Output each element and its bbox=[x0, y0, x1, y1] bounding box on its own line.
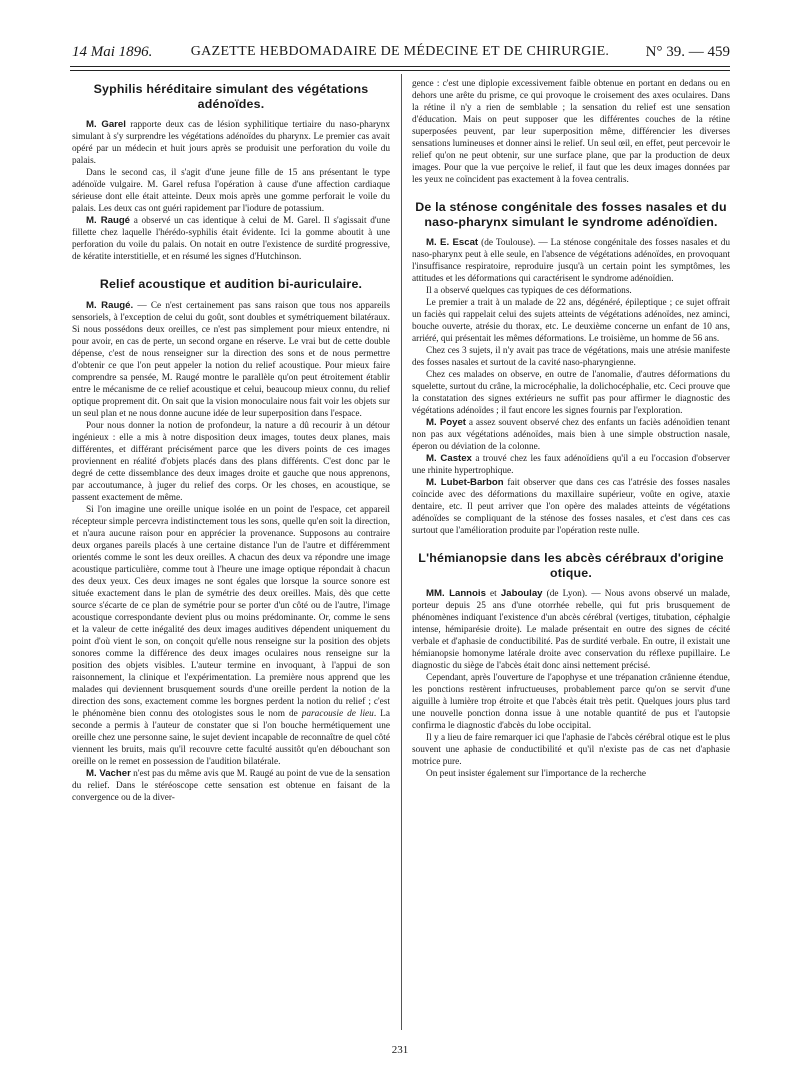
speaker-name: Jaboulay bbox=[500, 588, 543, 599]
issue-date: 14 Mai 1896. bbox=[72, 44, 153, 60]
paragraph-text: Si l'on imagine une oreille unique isolée en un point de l'espace, cet appareil récepteur simple percevra indistinctement tous les sons, quelle qu'en soit la direction, et n'aura aucune raison pour en apprécier la provenance. Supposons au contraire deux organes pareils placés à une certaine distance l'un de l'autre et différemment orientés comme le sont les deux oreilles. A chacun des deux va répondre une image acoustique particulière, comme tout à l'heure une image optique répondait à chacun des deux yeux. Ces deux images ne sont égales que lorsque la source sonore est située exactement dans le plan de symétrie des deux oreilles. Mais, dès que cette source s'écarte de ce plan de symétrie pour se porter d'un côté ou de l'autre, l'image acoustique correspondante devient plus ou moins prédominante. Or, comme le sens et la valeur de cette inégalité des deux images auditives dépendent uniquement du point d'où vient le son, on conçoit qu'elle nous renseigne sur la position des objets sonores comme la différence des deux images oculaires nous renseigne sur la position des objets visibles. L'auteur termine en invoquant, à l'appui de son raisonnement, la clinique et l'expérimentation. La première nous apprend que les malades qui deviennent brusquement sourds d'une oreille perdent la notion de la direction des sons, exactement comme les borgnes perdent la notion du relief ; c'est le phénomène bien connu des otologistes sous le nom de bbox=[72, 504, 390, 719]
speaker-name: M. Vacher bbox=[86, 767, 131, 779]
speaker-name: M. Poyet bbox=[426, 417, 467, 428]
paragraph-text: (de Toulouse). — La sténose congénitale des fosses nasales et du naso-pharynx peut à elle seule, en l'absence de végétations adénoïdes, en provoquant l'insuffisance respiratoire, reproduire jusqu'à un certain point les symptômes, les attitudes et les déformations qui caractérisent le syndrome adénoïdien. bbox=[412, 238, 730, 284]
paragraph bbox=[72, 300, 390, 420]
paragraph bbox=[412, 237, 730, 285]
paragraph bbox=[412, 477, 730, 537]
speaker-name: M. Garel bbox=[86, 119, 126, 130]
paragraph-text: a assez souvent observé chez des enfants un faciès adénoïdien tenant non pas aux végétations adénoïdes, mais bien à une simple obstruction nasale, éperon ou déviation de la colonne. bbox=[412, 418, 731, 452]
speaker-name: M. Raugé bbox=[86, 215, 131, 226]
italic-term: paracousie de lieu bbox=[301, 708, 374, 719]
paragraph: Le premier a trait à un malade de 22 ans, dégénéré, épileptique ; ce sujet offrait un faciès qui rappelait celui des sujets atteints de végétations adénoïdes, nez aminci, bouche ouverte, atrésie du thorax, etc. Le deuxième concerne un enfant de 10 ans, arriéré, qui présentait les mêmes déformations. Le troisième, un homme de 56 ans. bbox=[412, 298, 730, 344]
paragraph bbox=[412, 417, 730, 453]
paragraph-text: rapporte deux cas de lésion syphilitique tertiaire du naso-pharynx simulant à s'y surprendre les végétations adénoïdes du pharynx. Le premier cas avait opéré par un médecin et huit jours après se produisit une perforation du voile du palais. bbox=[72, 120, 390, 166]
paragraph: Pour nous donner la notion de profondeur, la nature a dû recourir à un détour ingénieux : elle a mis à notre disposition deux images, toutes deux planes, mais différentes, et différant précisément parce que les divers points de ces images proviennent en réalité d'objets placés dans des plans différents. C'est donc par le degré de cette dissemblance des deux images droite et gauche que nous apprenons, par accoutumance, à juger du relief des corps. Or les choses, en acoustique, se passent exactement de même. bbox=[72, 420, 390, 503]
journal-title: GAZETTE HEBDOMADAIRE DE MÉDECINE ET DE CHIRURGIE. bbox=[190, 44, 610, 59]
paragraph bbox=[412, 588, 730, 672]
paragraph-text: (de Lyon). — Nous avons observé un malade, porteur depuis 25 ans d'une otorrhée rebelle, qui fut pris brusquement de phénomènes indiquant l'existence d'un abcès cérébral (vertiges, titubation, céphalgie intense, hémiparésie droite). Le malade présentait en outre des signes de cécité verbale et d'aphasie de conductibilité. Pas de surdité verbale. En outre, il existait une hémianopsie homonyme latérale droite avec conservation du réflexe pupillaire. Le diagnostic du siège de l'abcès était donc ainsi nettement précisé. bbox=[412, 589, 730, 671]
speaker-name: M. Raugé. bbox=[86, 299, 134, 311]
issue-number-page: N° 39. — 459 bbox=[645, 44, 730, 60]
paragraph-continued: gence : c'est une diplopie excessivement faible obtenue en portant en dedans ou en dehors une arête du prisme, ce qui provoque le croisement des axes oculaires. Dans la rétine il n'y a rien de semblable ; la sensation du relief est une sensation d'éducation. Mais on peut supposer que les différentes couches de la rétine superposées peuvent, par leur superposition même, différencier les diverses sensations lumineuses et donner ainsi le relief. Un seul œil, en effet, peut percevoir le relief qu'on ne peut obtenir, sur une surface plane, que par la production de deux images. Pour que la vue perçoive le relief, il faut que les deux images données par les yeux ne coïncident pas exactement à la fovea centralis. bbox=[412, 79, 730, 185]
paragraph-text: a trouvé chez les faux adénoïdiens qu'il a eu l'occasion d'observer une rhinite hypertrophique. bbox=[412, 454, 730, 476]
paragraph bbox=[72, 768, 390, 804]
paragraph-text: fait observer que dans ces cas l'atrésie des fosses nasales coïncide avec des déformations du maxillaire supérieur, voûte en ogive, ataxie dentaire, etc. Il peut arriver que l'on opère des malades atteints de végétations adénoïdes se compliquant de la sténose des fosses nasales, et c'est dans ces cas surtout que l'amélioration produite par l'opération reste nulle. bbox=[412, 478, 730, 536]
section-gap bbox=[412, 186, 730, 194]
paragraph-text: — Ce n'est certainement pas sans raison que tous nos appareils sensoriels, à l'exception de celui du goût, sont doubles et symétriquement bilatéraux. Si nous possédons deux oreilles, ce n'est pas simplement pour mieux entendre, ni pour avoir, en cas de perte, un second organe en réserve. Le vrai but de cette double dépense, c'est de nous renseigner sur la direction des sons et de nous permettre d'obtenir ce que l'on peut appeler la notion du relief acoustique. Pour mieux faire comprendre sa pensée, M. Raugé montre le parallèle qu'on peut étroitement établir entre le mécanisme de ce relief acoustique et celui, beaucoup mieux connu, du relief optique proprement dit. On sait que la vision monoculaire nous fait voir les objets sur un seul plan et ne nous donne aucune idée de leur superposition dans l'espace. bbox=[72, 300, 390, 419]
running-header bbox=[70, 40, 730, 66]
paragraph: Dans le second cas, il s'agit d'une jeune fille de 15 ans présentant le type adénoïde vulgaire. M. Garel refusa l'opération à cause d'une affection cardiaque sérieuse dont elle était atteinte. Deux mois après une gomme perforait le voile du palais. Les deux cas ont guéri rapidement par l'iodure de potassium. bbox=[72, 168, 390, 214]
paragraph-text: et bbox=[485, 589, 501, 599]
paragraph bbox=[72, 119, 390, 167]
column-divider bbox=[401, 74, 402, 1030]
paragraph bbox=[72, 215, 390, 263]
section-gap bbox=[412, 537, 730, 545]
speaker-name: M. E. Escat bbox=[426, 237, 479, 248]
paragraph-text: a observé un cas identique à celui de M. Garel. Il s'agissait d'une fillette chez laquelle l'hérédo-syphilis était évidente. Ici la gomme aboutit à une perforation du voile du palais. On notait en outre l'existence de surdité progressive, de kératite interstitielle, et en résumé les signes d'Hutchinson. bbox=[72, 216, 390, 262]
paragraph: Cependant, après l'ouverture de l'apophyse et une trépanation crânienne étendue, les ponctions restèrent infructueuses, probablement parce qu'on se servit d'une aiguille à lumière trop étroite et que l'abcès était très petit. Quelques jours plus tard une nouvelle ponction donna issue à une notable quantité de pus et l'autopsie confirma le diagnostic d'abcès du lobe occipital. bbox=[412, 673, 730, 731]
section-title-relief: Relief acoustique et audition bi-auriculaire. bbox=[99, 277, 363, 291]
speaker-name: M. Lubet-Barbon bbox=[426, 477, 504, 488]
section-title-syphilis: Syphilis héréditaire simulant des végétations adénoïdes. bbox=[93, 82, 369, 111]
paragraph: On peut insister également sur l'importance de la recherche bbox=[426, 769, 647, 779]
header-rule-thick bbox=[70, 66, 730, 67]
header-rule-thin bbox=[70, 70, 730, 71]
paragraph: Chez ces 3 sujets, il n'y avait pas trace de végétations, mais une atrésie manifeste des fosses nasales et surtout de la cavité naso-pharyngienne. bbox=[412, 346, 730, 368]
left-column bbox=[72, 78, 390, 804]
page-folio: 231 bbox=[391, 1044, 409, 1056]
paragraph bbox=[72, 504, 390, 768]
paragraph: Chez ces malades on observe, en outre de l'anomalie, d'autres déformations du squelette, surtout du crâne, la microcéphalie, la dolichocéphalie, etc. Ceci prouve que la constatation des signes extérieurs ne suffit pas pour affirmer le diagnostic des végétations adénoïdes ; il faut encore les signes fournis par l'exploration. bbox=[412, 370, 730, 416]
section-title-stenose: De la sténose congénitale des fosses nasales et du naso-pharynx simulant le syndrome adénoïdien. bbox=[415, 200, 727, 229]
section-title-hemianopsie: L'hémianopsie dans les abcès cérébraux d'origine otique. bbox=[418, 551, 724, 580]
paragraph-text: . La seconde a permis à l'auteur de constater que si l'on bouche hermétiquement une oreille chez une personne saine, le sujet devient incapable de reconnaître de quel côté viennent les bruits, mais qu'il recouvre cette faculté aussitôt qu'en débouchant son oreille on le remet en possession de l'audition bilatérale. bbox=[72, 708, 390, 767]
paragraph: Il y a lieu de faire remarquer ici que l'aphasie de l'abcès cérébral otique est le plus souvent une aphasie de conductibilité et qu'il n'existe pas de cas net d'aphasie motrice pure. bbox=[412, 733, 730, 767]
section-gap bbox=[72, 263, 390, 271]
paragraph: Il a observé quelques cas typiques de ces déformations. bbox=[426, 286, 632, 296]
paragraph bbox=[412, 453, 730, 477]
paragraph-text: n'est pas du même avis que M. Raugé au point de vue de la sensation du relief. Dans le stéréoscope cette sensation est obtenue en faisant de la convergence ou de la diver- bbox=[72, 768, 390, 803]
speaker-name: MM. Lannois bbox=[426, 588, 486, 599]
right-column bbox=[412, 78, 730, 780]
speaker-name: M. Castex bbox=[426, 453, 472, 464]
